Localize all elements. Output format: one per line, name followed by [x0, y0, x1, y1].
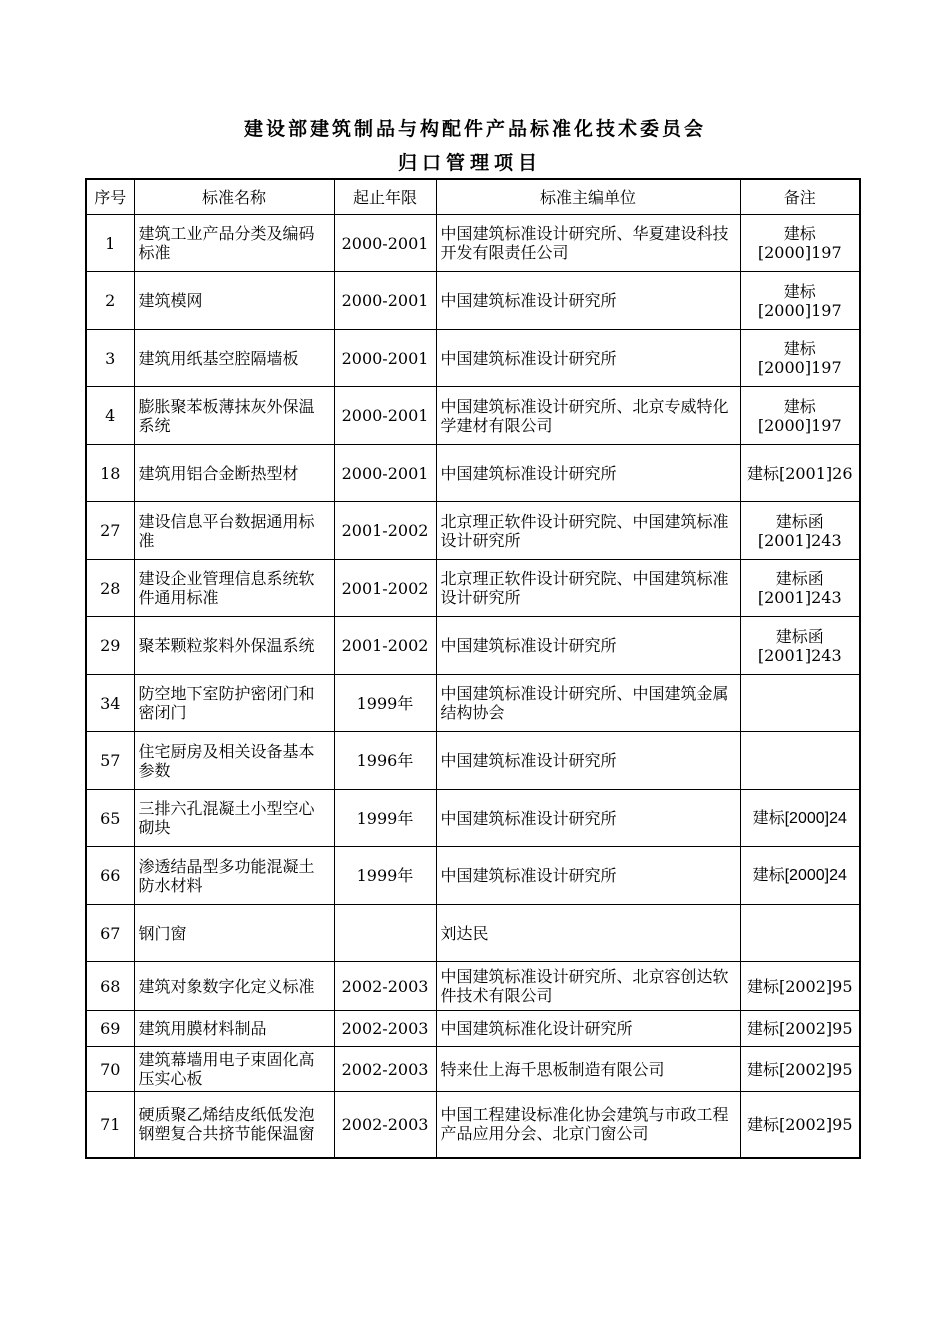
standards-table — [85, 178, 861, 1159]
cell-seq: 69 — [86, 1011, 134, 1047]
cell-unit: 中国建筑标准设计研究所 — [436, 732, 740, 790]
cell-period: 2002-2003 — [334, 1011, 436, 1047]
cell-unit: 中国建筑标准设计研究所、中国建筑金属结构协会 — [436, 675, 740, 732]
cell-name: 防空地下室防护密闭门和密闭门 — [134, 675, 334, 732]
cell-note: 建标[2000]197 — [740, 272, 860, 330]
cell-period: 2000-2001 — [334, 387, 436, 445]
cell-note — [740, 675, 860, 732]
cell-unit: 北京理正软件设计研究院、中国建筑标准设计研究所 — [436, 560, 740, 617]
table-row — [86, 272, 860, 330]
cell-name: 建设企业管理信息系统软件通用标准 — [134, 560, 334, 617]
cell-note: 建标[2002]95 — [740, 962, 860, 1011]
cell-period: 2001-2002 — [334, 560, 436, 617]
table-row — [86, 1047, 860, 1092]
cell-note: 建标函[2001]243 — [740, 560, 860, 617]
table-row — [86, 387, 860, 445]
cell-seq: 34 — [86, 675, 134, 732]
document-title: 建设部建筑制品与构配件产品标准化技术委员会 — [243, 118, 706, 140]
cell-note — [740, 905, 860, 962]
cell-seq: 65 — [86, 790, 134, 847]
cell-period: 2000-2001 — [334, 445, 436, 502]
table-row — [86, 790, 860, 847]
cell-name: 建筑对象数字化定义标准 — [134, 962, 334, 1011]
cell-period: 2001-2002 — [334, 502, 436, 560]
cell-note: 建标[2000]24 — [740, 790, 860, 847]
cell-period: 2002-2003 — [334, 962, 436, 1011]
cell-period — [334, 905, 436, 962]
cell-name: 建筑模网 — [134, 272, 334, 330]
cell-period: 2002-2003 — [334, 1047, 436, 1092]
cell-unit: 特来仕上海千思板制造有限公司 — [436, 1047, 740, 1092]
table-row — [86, 330, 860, 387]
cell-seq: 66 — [86, 847, 134, 905]
cell-period: 1999年 — [334, 847, 436, 905]
cell-note — [740, 732, 860, 790]
cell-period: 1999年 — [334, 675, 436, 732]
cell-seq: 68 — [86, 962, 134, 1011]
cell-seq: 27 — [86, 502, 134, 560]
cell-note: 建标[2002]95 — [740, 1047, 860, 1092]
cell-name: 建筑工业产品分类及编码标准 — [134, 215, 334, 272]
table-row — [86, 215, 860, 272]
cell-note: 建标[2000]197 — [740, 215, 860, 272]
cell-period: 2002-2003 — [334, 1092, 436, 1158]
cell-period: 2000-2001 — [334, 330, 436, 387]
table-row — [86, 962, 860, 1011]
cell-seq: 70 — [86, 1047, 134, 1092]
cell-unit: 刘达民 — [436, 905, 740, 962]
cell-seq: 3 — [86, 330, 134, 387]
cell-seq: 4 — [86, 387, 134, 445]
cell-unit: 中国建筑标准化设计研究所 — [436, 1011, 740, 1047]
table-row — [86, 1011, 860, 1047]
table-row — [86, 732, 860, 790]
table-row — [86, 675, 860, 732]
cell-unit: 中国建筑标准设计研究所 — [436, 847, 740, 905]
cell-name: 建筑用铝合金断热型材 — [134, 445, 334, 502]
table-row — [86, 502, 860, 560]
table-row — [86, 445, 860, 502]
cell-period: 2001-2002 — [334, 617, 436, 675]
cell-note: 建标[2002]95 — [740, 1011, 860, 1047]
cell-unit: 中国建筑标准设计研究所 — [436, 272, 740, 330]
cell-note: 建标函[2001]243 — [740, 617, 860, 675]
cell-period: 2000-2001 — [334, 215, 436, 272]
cell-name: 聚苯颗粒浆料外保温系统 — [134, 617, 334, 675]
cell-seq: 2 — [86, 272, 134, 330]
cell-unit: 中国建筑标准设计研究所 — [436, 617, 740, 675]
cell-seq: 18 — [86, 445, 134, 502]
document-subtitle: 归口管理项目 — [397, 152, 542, 174]
cell-name: 硬质聚乙烯结皮纸低发泡钢塑复合共挤节能保温窗 — [134, 1092, 334, 1158]
cell-unit: 中国建筑标准设计研究所 — [436, 445, 740, 502]
header-note: 备注 — [740, 179, 860, 215]
cell-seq: 28 — [86, 560, 134, 617]
cell-name: 膨胀聚苯板薄抹灰外保温系统 — [134, 387, 334, 445]
table-row — [86, 847, 860, 905]
cell-seq: 67 — [86, 905, 134, 962]
cell-period: 2000-2001 — [334, 272, 436, 330]
cell-name: 渗透结晶型多功能混凝土防水材料 — [134, 847, 334, 905]
cell-unit: 中国建筑标准设计研究所、北京专威特化学建材有限公司 — [436, 387, 740, 445]
cell-note: 建标[2000]197 — [740, 330, 860, 387]
table-row — [86, 1092, 860, 1158]
cell-note: 建标[2000]24 — [740, 847, 860, 905]
table-row — [86, 560, 860, 617]
cell-name: 住宅厨房及相关设备基本参数 — [134, 732, 334, 790]
cell-note: 建标[2000]197 — [740, 387, 860, 445]
cell-unit: 中国建筑标准设计研究所 — [436, 330, 740, 387]
header-period: 起止年限 — [334, 179, 436, 215]
table-row — [86, 617, 860, 675]
cell-name: 建筑用膜材料制品 — [134, 1011, 334, 1047]
cell-unit: 中国建筑标准设计研究所、北京容创达软件技术有限公司 — [436, 962, 740, 1011]
cell-name: 建筑幕墙用电子束固化高压实心板 — [134, 1047, 334, 1092]
cell-unit: 中国建筑标准设计研究所 — [436, 790, 740, 847]
cell-name: 三排六孔混凝土小型空心砌块 — [134, 790, 334, 847]
header-name: 标准名称 — [134, 179, 334, 215]
table-header-row — [86, 179, 860, 215]
cell-seq: 57 — [86, 732, 134, 790]
cell-unit: 北京理正软件设计研究院、中国建筑标准设计研究所 — [436, 502, 740, 560]
cell-period: 1999年 — [334, 790, 436, 847]
cell-name: 建设信息平台数据通用标准 — [134, 502, 334, 560]
header-unit: 标准主编单位 — [436, 179, 740, 215]
cell-name: 建筑用纸基空腔隔墙板 — [134, 330, 334, 387]
cell-unit: 中国建筑标准设计研究所、华夏建设科技开发有限责任公司 — [436, 215, 740, 272]
cell-note: 建标[2002]95 — [740, 1092, 860, 1158]
cell-seq: 29 — [86, 617, 134, 675]
table-row — [86, 905, 860, 962]
cell-seq: 71 — [86, 1092, 134, 1158]
cell-period: 1996年 — [334, 732, 436, 790]
cell-note: 建标函[2001]243 — [740, 502, 860, 560]
cell-seq: 1 — [86, 215, 134, 272]
header-seq: 序号 — [86, 179, 134, 215]
cell-name: 钢门窗 — [134, 905, 334, 962]
cell-note: 建标[2001]26 — [740, 445, 860, 502]
cell-unit: 中国工程建设标准化协会建筑与市政工程产品应用分会、北京门窗公司 — [436, 1092, 740, 1158]
